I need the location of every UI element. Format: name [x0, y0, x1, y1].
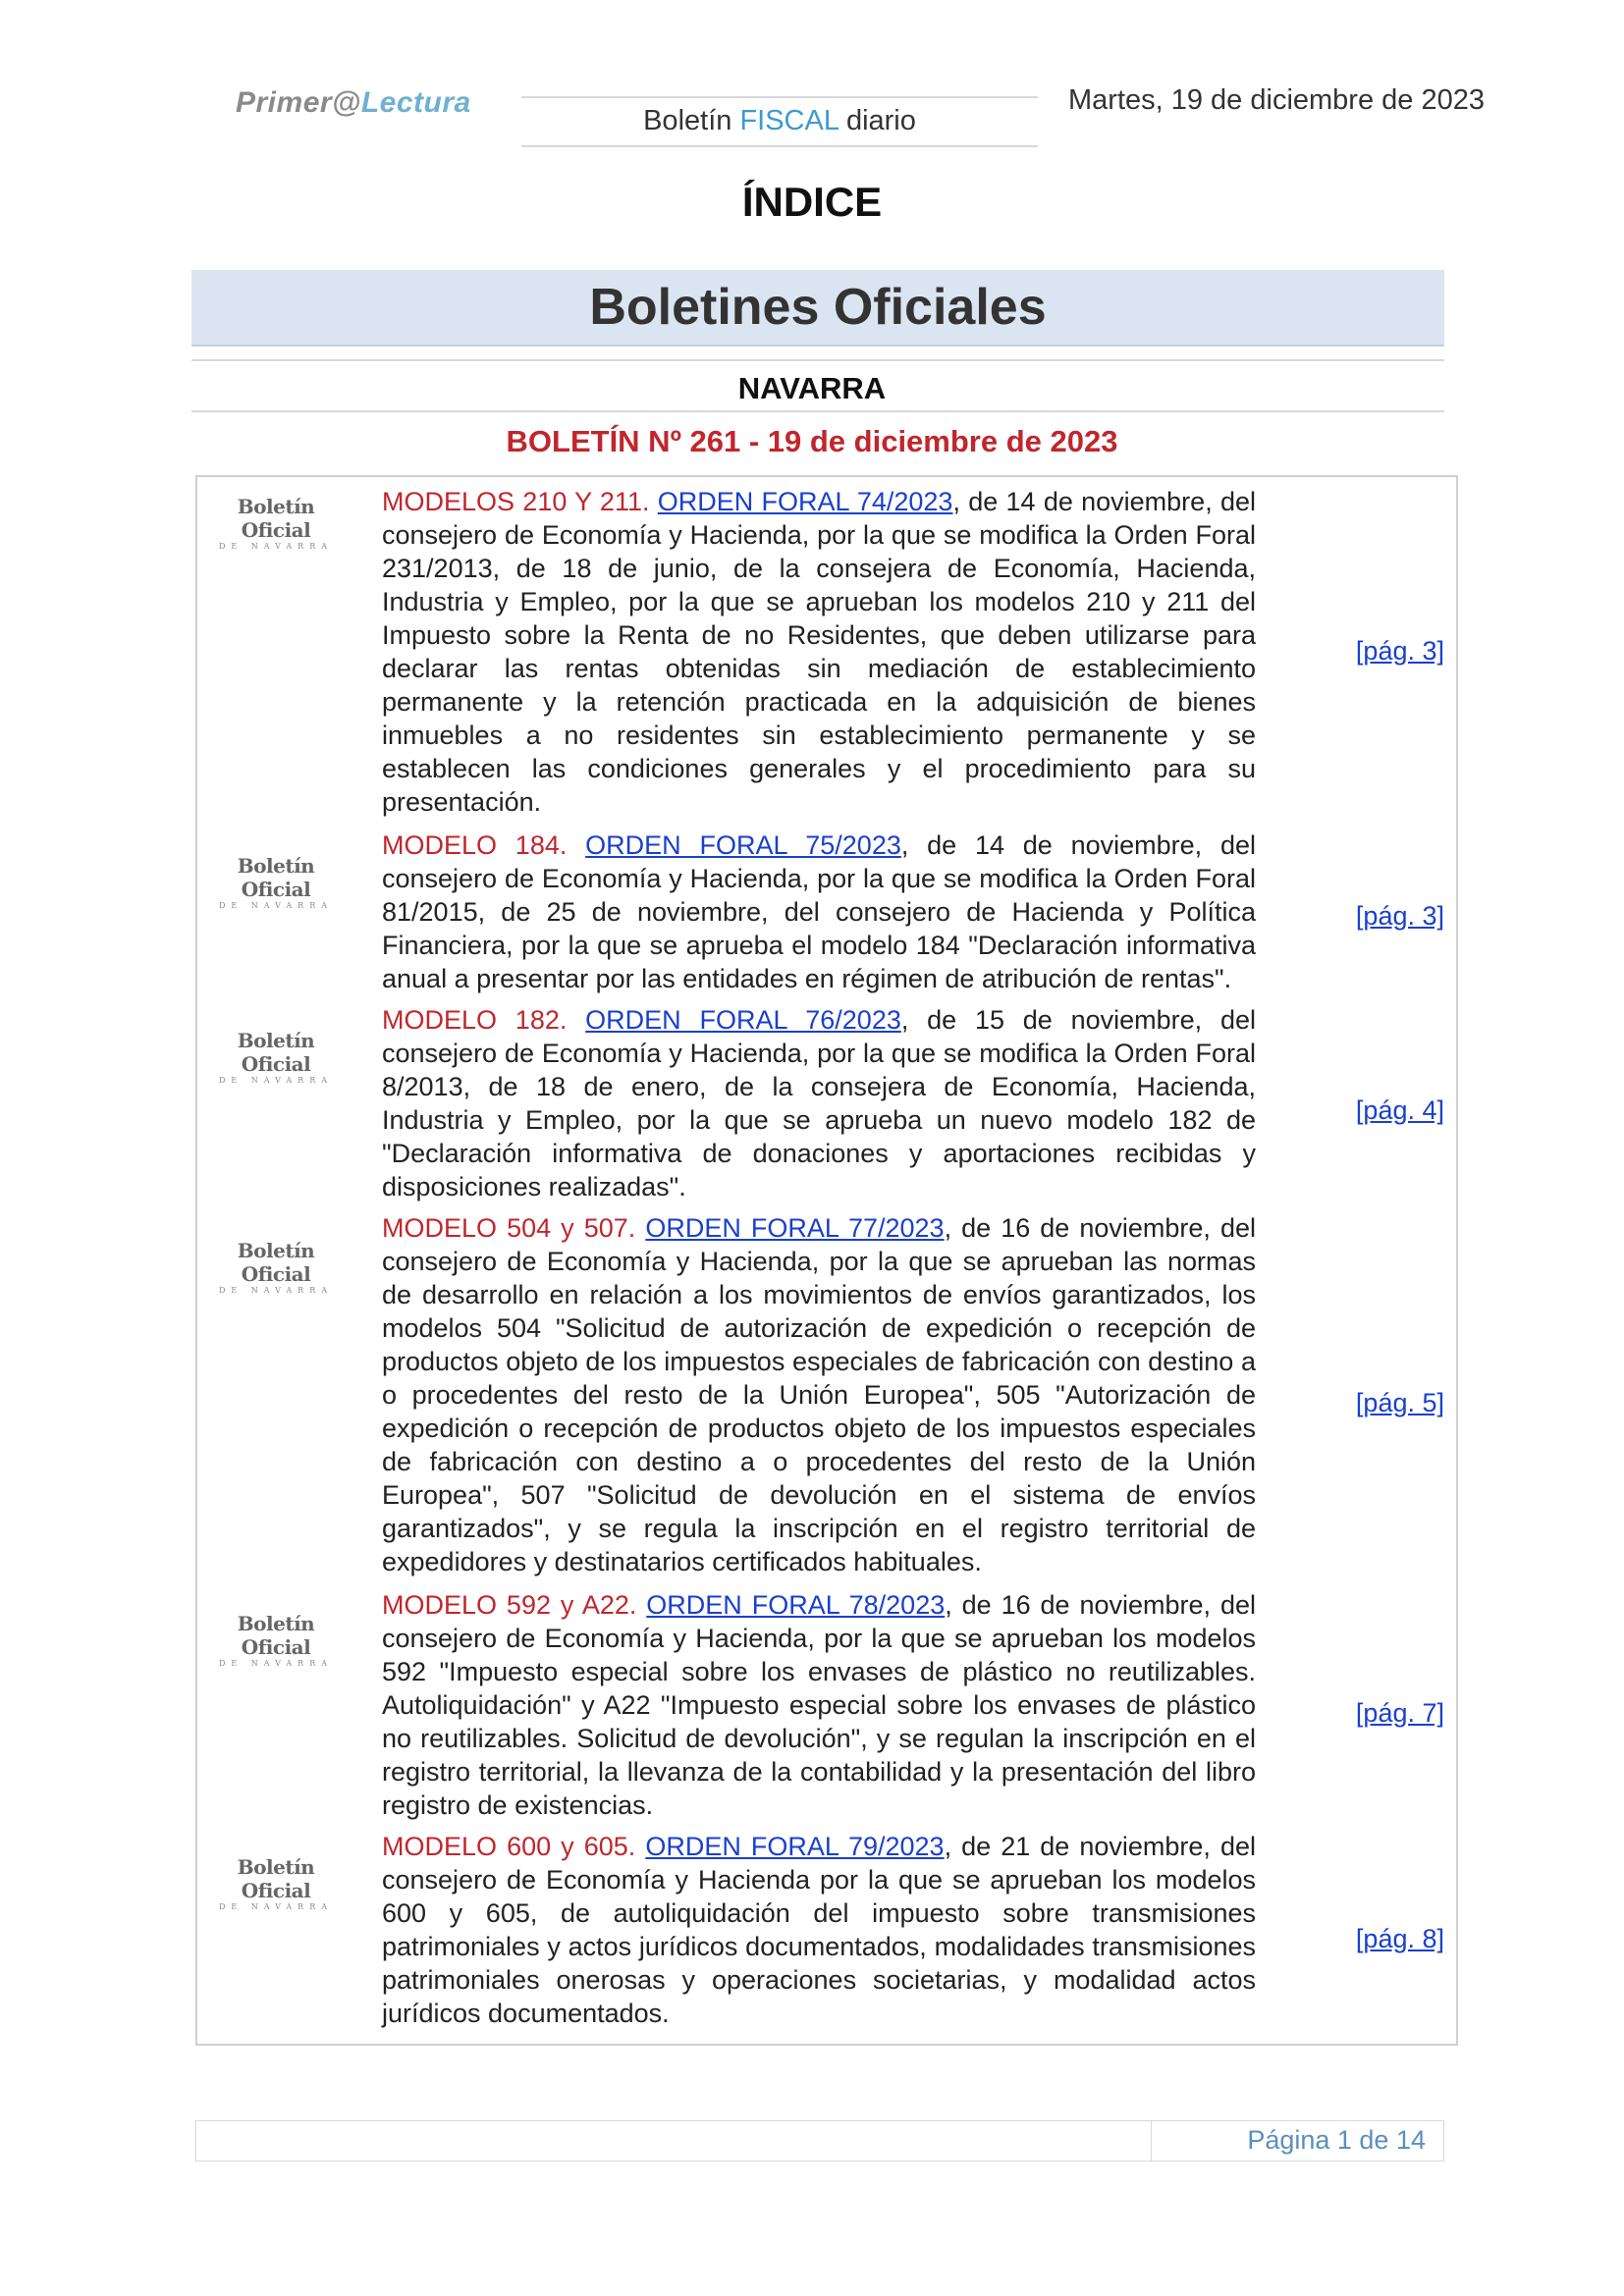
bulletin-title: Boletín FISCAL diario	[521, 96, 1038, 147]
divider	[191, 359, 1444, 361]
entry-page-link[interactable]: [pág. 7]	[1355, 1698, 1444, 1728]
boletin-oficial-navarra-seal: Boletín Oficial DE NAVARRA	[218, 854, 333, 910]
entry-model: MODELO 182.	[382, 1005, 568, 1035]
entry-page-link[interactable]: [pág. 4]	[1355, 1095, 1444, 1125]
divider	[191, 410, 1444, 412]
primera-lectura-logo: Primer@Lectura	[236, 86, 471, 119]
entry-model: MODELO 600 y 605.	[382, 1832, 636, 1861]
entry-page-link[interactable]: [pág. 8]	[1355, 1924, 1444, 1953]
index-title: ÍNDICE	[741, 179, 883, 225]
boletin-oficial-navarra-seal: Boletín Oficial DE NAVARRA	[218, 1239, 333, 1295]
section-title: Boletines Oficiales	[589, 279, 1047, 336]
entry-page-link[interactable]: [pág. 5]	[1355, 1388, 1444, 1417]
entry-text: MODELO 184. ORDEN FORAL 75/2023, de 14 de noviembre, del consejero de Economía y Hacienda, por la que se modifica la Orden Foral 81/2015, de 25 de noviembre, del consejero de Hacienda y Política Financiera, por la que se aprueba el modelo 184 "Declaración informativa anual a presentar por las entidades en régimen de atribución de rentas".	[382, 830, 1256, 993]
entry-order-link[interactable]: ORDEN FORAL 78/2023	[646, 1590, 946, 1620]
entries-table	[195, 475, 1458, 2046]
entry-order-link[interactable]: ORDEN FORAL 77/2023	[645, 1213, 945, 1243]
entry-text: MODELO 182. ORDEN FORAL 76/2023, de 15 de noviembre, del consejero de Economía y Hacienda, por la que se modifica la Orden Foral 8/2013, de 18 de enero, de la consejera de Economía, Hacienda, Industria y Empleo, por la que se aprueba un nuevo modelo 182 de "Declaración informativa de donaciones y aportaciones recibidas y disposiciones realizadas".	[382, 1005, 1256, 1201]
entry-model: MODELO 592 y A22.	[382, 1590, 637, 1620]
boletin-oficial-navarra-seal: Boletín Oficial DE NAVARRA	[218, 495, 333, 551]
entry-order-link[interactable]: ORDEN FORAL 76/2023	[585, 1005, 901, 1035]
entry-model: MODELO 184.	[382, 830, 568, 860]
entry-model: MODELOS 210 Y 211.	[382, 487, 650, 516]
region-heading: NAVARRA	[737, 371, 887, 405]
entry-text: MODELO 504 y 507. ORDEN FORAL 77/2023, de 16 de noviembre, del consejero de Economía y Hacienda, por la que se aprueban las normas de desarrollo en relación a los movimientos de envíos garantizados, los modelos 504 "Solicitud de autorización de expedición o recepción de productos objeto de los impuestos especiales de fabricación con destino a o procedentes del resto de la Unión Europea", 505 "Autorización de expedición o recepción de productos objeto de los impuestos especiales de fabricación con destino a o procedentes del resto de la Unión Europea", 507 "Solicitud de devolución en el sistema de envíos garantizados", y se regula la inscripción en el registro territorial de expedidores y destinatarios certificados habituales.	[382, 1213, 1257, 1576]
entry-order-link[interactable]: ORDEN FORAL 75/2023	[585, 830, 901, 860]
entry-order-link[interactable]: ORDEN FORAL 79/2023	[645, 1832, 945, 1861]
page-number: Página 1 de 14	[1247, 2125, 1426, 2155]
boletin-oficial-navarra-seal: Boletín Oficial DE NAVARRA	[218, 1029, 333, 1085]
boletin-oficial-navarra-seal: Boletín Oficial DE NAVARRA	[218, 1612, 333, 1668]
entry-text: MODELOS 210 Y 211. ORDEN FORAL 74/2023, de 14 de noviembre, del consejero de Economía y Hacienda, por la que se modifica la Orden Foral 231/2013, de 18 de junio, de la consejera de Economía, Hacienda, Industria y Empleo, por la que se aprueban los modelos 210 y 211 del Impuesto sobre la Renta de no Residentes, que deben utilizarse para declarar las rentas obtenidas sin mediación de establecimiento permanente y la retención practicada en la adquisición de bienes inmuebles a no residentes sin establecimiento permanente y se establecen las condiciones generales y el procedimiento para su presentación.	[382, 487, 1256, 817]
divider	[1151, 2121, 1152, 2161]
entry-text: MODELO 592 y A22. ORDEN FORAL 78/2023, de 16 de noviembre, del consejero de Economía y Hacienda, por la que se aprueban los modelos 592 "Impuesto especial sobre los envases de plástico no reutilizables. Autoliquidación" y A22 "Impuesto especial sobre los envases de plástico no reutilizables. Solicitud de devolución", y se regulan la inscripción en el registro territorial, la llevanza de la contabilidad y la presentación del libro registro de existencias.	[382, 1590, 1256, 1820]
entry-model: MODELO 504 y 507.	[382, 1213, 636, 1243]
page-footer	[195, 2120, 1444, 2162]
section-band	[191, 270, 1444, 347]
boletin-heading: BOLETÍN Nº 261 - 19 de diciembre de 2023	[506, 424, 1118, 458]
header-date: Martes, 19 de diciembre de 2023	[1068, 84, 1485, 116]
entry-page-link[interactable]: [pág. 3]	[1355, 901, 1444, 931]
boletin-oficial-navarra-seal: Boletín Oficial DE NAVARRA	[218, 1855, 333, 1911]
entry-text: MODELO 600 y 605. ORDEN FORAL 79/2023, de 21 de noviembre, del consejero de Economía y Hacienda por la que se aprueban los modelos 600 y 605, de autoliquidación del impuesto sobre transmisiones patrimoniales y actos jurídicos documentados, modalidades transmisiones patrimoniales onerosas y operaciones societarias, y modalidad actos jurídicos documentados.	[382, 1832, 1257, 2028]
entry-order-link[interactable]: ORDEN FORAL 74/2023	[657, 487, 953, 516]
entry-page-link[interactable]: [pág. 3]	[1355, 636, 1444, 666]
